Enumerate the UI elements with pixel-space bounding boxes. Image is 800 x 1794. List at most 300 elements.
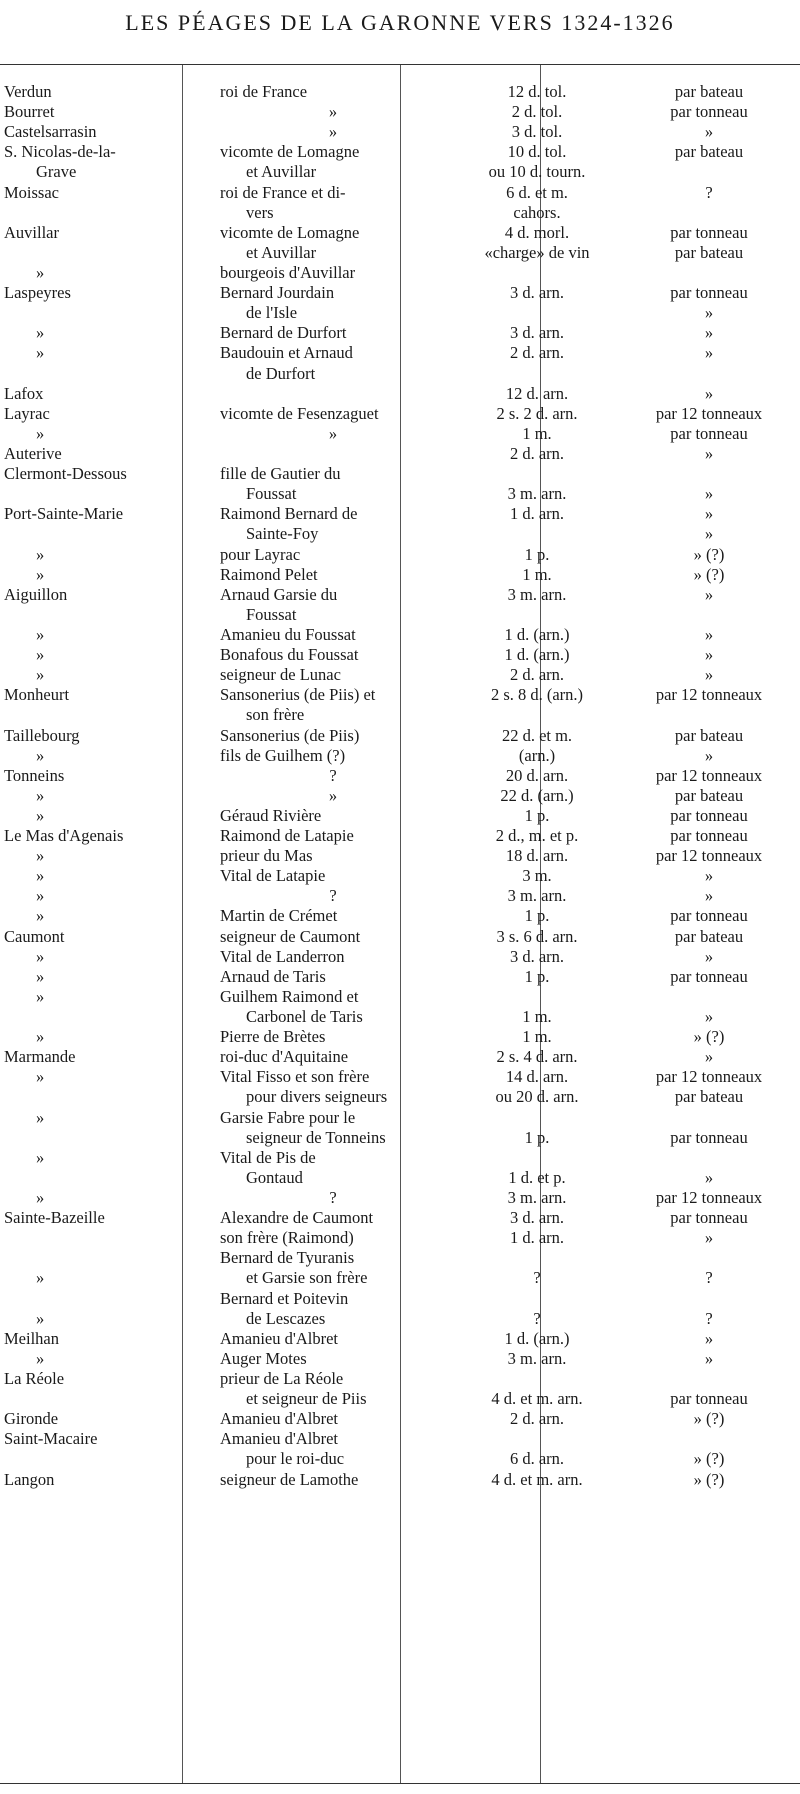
cell-lord: et seigneur de Piis [246,1389,367,1409]
table-row [0,1389,800,1409]
table-row [0,746,800,766]
table-row [0,1047,800,1067]
cell-unit: » [704,745,714,765]
cell-lord: Amanieu du Foussat [220,624,356,644]
table-row [0,223,800,243]
cell-lord: Bernard de Durfort [220,323,347,343]
cell-unit: par bateau [674,82,744,101]
cell-toll [456,524,618,544]
cell-lord: prieur du Mas [220,846,313,866]
table-row [0,886,800,906]
cell-lord: Guilhem Raimond et [220,986,359,1006]
cell-unit: » [704,343,714,363]
cell-unit: » (?) [693,1409,725,1429]
table-row [0,1148,800,1168]
cell-unit: par bateau [674,725,744,745]
cell-toll [456,1148,618,1168]
cell-unit [618,364,800,384]
cell-place: Saint-Macaire [4,1429,98,1449]
tolls-table [0,82,800,1490]
cell-toll: 2 d. arn. [509,443,565,463]
cell-unit [618,1248,800,1268]
cell-place: » [36,1107,45,1127]
cell-place: La Réole [4,1369,65,1388]
cell-lord: Sansonerius (de Piis) [220,725,360,745]
cell-unit: par tonneau [670,102,748,122]
cell-unit: par 12 tonneaux [655,1067,763,1087]
cell-toll: 1 m. [522,1007,552,1027]
cell-toll: 1 m. [522,564,552,584]
cell-lord: Géraud Rivière [220,805,322,825]
cell-place: Laspeyres [4,283,71,303]
cell-unit: par tonneau [670,423,748,443]
table-row [0,1067,800,1087]
cell-unit: » [704,323,714,343]
cell-toll [456,464,618,484]
cell-toll: cahors. [513,202,561,222]
cell-unit: » [704,946,714,966]
cell-place [0,1007,210,1027]
table-row [0,162,800,182]
cell-lord: Foussat [246,604,297,624]
cell-unit: » [704,886,714,906]
cell-toll: 3 m. arn. [507,484,567,504]
cell-place: » [36,564,45,584]
table-row [0,1188,800,1208]
cell-place: » [36,624,45,644]
cell-place: » [36,343,45,363]
table-row [0,343,800,363]
cell-unit: » (?) [693,1449,725,1469]
cell-toll: 1 p. [524,1127,550,1147]
cell-toll: 2 d. arn. [509,343,565,363]
cell-lord: Carbonel de Taris [246,1007,363,1027]
cell-unit [618,1108,800,1128]
cell-lord: pour divers seigneurs [246,1087,388,1107]
table-row [0,927,800,947]
cell-place: Taillebourg [4,725,80,745]
table-row [0,203,800,223]
cell-place: Monheurt [4,685,70,705]
cell-lord: pour Layrac [220,544,301,564]
cell-lord: » [328,122,338,142]
cell-unit: ? [705,1308,713,1328]
table-row [0,283,800,303]
table-row [0,424,800,444]
cell-place: » [36,745,45,765]
cell-toll: 4 d. et m. arn. [491,1389,583,1409]
table-row [0,866,800,886]
cell-place [0,1449,210,1469]
cell-place: » [36,645,45,665]
table-row [0,726,800,746]
cell-lord: roi de France [220,82,308,101]
cell-unit: » [704,665,714,685]
cell-place: Caumont [4,926,65,946]
table-row [0,565,800,585]
cell-unit: par 12 tonneaux [655,685,763,705]
cell-lord: Bonafous du Foussat [220,645,359,665]
cell-lord: Raimond Pelet [220,564,318,584]
cell-unit: par tonneau [670,805,748,825]
cell-unit [618,1148,800,1168]
table-row [0,1309,800,1329]
cell-toll: 20 d. arn. [505,765,569,785]
cell-toll: 3 s. 6 d. arn. [496,926,578,946]
cell-lord: ? [329,1188,337,1208]
cell-lord: Raimond Bernard de [220,504,358,524]
cell-unit: » [704,303,714,323]
cell-place [0,364,210,384]
cell-unit: par bateau [674,926,744,946]
cell-lord: Amanieu d'Albret [220,1328,338,1348]
table-row [0,1087,800,1107]
cell-lord: seigneur de Tonneins [246,1127,386,1147]
table-row [0,303,800,323]
table-row [0,1168,800,1188]
cell-unit: » (?) [693,544,725,564]
cell-toll: 2 d. tol. [511,102,563,122]
cell-lord [210,384,456,404]
cell-place: » [36,1188,45,1208]
cell-lord: seigneur de Lunac [220,665,341,685]
cell-toll [456,987,618,1007]
table-row [0,605,800,625]
cell-lord: de l'Isle [246,303,298,323]
cell-lord: Vital de Landerron [220,946,345,966]
cell-place: » [36,785,45,805]
table-row [0,1429,800,1449]
cell-toll: 12 d. tol. [507,82,567,101]
cell-lord: Arnaud de Taris [220,966,326,986]
cell-lord: seigneur de Lamothe [220,1469,359,1489]
cell-lord: vicomte de Lomagne [220,222,360,242]
cell-lord: » [328,785,338,805]
cell-place: » [36,805,45,825]
cell-lord: Vital de Latapie [220,866,326,886]
cell-toll [456,1429,618,1449]
cell-lord: et Auvillar [246,162,317,182]
table-row [0,1329,800,1349]
cell-lord: Vital de Pis de [220,1147,316,1167]
table-row [0,1108,800,1128]
cell-place: Grave [36,162,77,182]
cell-toll: 1 m. [522,423,552,443]
table-row [0,484,800,504]
cell-lord: Amanieu d'Albret [220,1429,338,1449]
cell-place: Auvillar [4,222,59,242]
cell-unit: » [704,383,714,403]
cell-toll [456,1248,618,1268]
cell-place: Le Mas d'Agenais [4,826,124,846]
table-row [0,1208,800,1228]
cell-unit [618,263,800,283]
cell-place [0,203,210,223]
cell-toll: 3 m. arn. [507,886,567,906]
cell-unit: » [704,1228,714,1248]
cell-toll: 1 p. [524,805,550,825]
cell-toll: 18 d. arn. [505,846,569,866]
cell-lord: fils de Guilhem (?) [220,745,346,765]
table-row [0,404,800,424]
cell-lord: pour le roi-duc [246,1449,345,1469]
table-row [0,1470,800,1490]
cell-unit: par bateau [674,1087,744,1107]
cell-place: » [36,846,45,866]
cell-toll: 2 d. arn. [509,665,565,685]
table-row [0,786,800,806]
cell-place: Meilhan [4,1328,59,1348]
cell-toll [456,1369,618,1389]
cell-toll: 2 s. 4 d. arn. [496,1047,578,1067]
cell-lord: roi de France et di- [220,182,346,202]
cell-toll: 10 d. tol. [507,142,567,162]
cell-unit: par 12 tonneaux [655,846,763,866]
cell-lord: Sainte-Foy [246,524,319,544]
cell-unit: » [704,1167,714,1187]
cell-lord: Bernard et Poitevin [220,1288,349,1308]
table-row [0,645,800,665]
cell-toll: 1 d. (arn.) [504,1328,570,1348]
cell-place: » [36,1147,45,1167]
cell-place [0,1248,210,1268]
table-row [0,364,800,384]
cell-place: » [36,1268,45,1288]
cell-lord: Pierre de Brètes [220,1027,326,1047]
cell-unit [618,1289,800,1309]
cell-unit: par bateau [674,242,744,262]
bottom-rule [0,1783,800,1784]
table-row [0,1007,800,1027]
cell-toll: 1 d. arn. [509,1228,565,1248]
cell-place [0,524,210,544]
cell-lord: Gontaud [246,1167,303,1187]
cell-place: Castelsarrasin [4,122,97,142]
cell-unit: » (?) [693,564,725,584]
table-row [0,585,800,605]
cell-unit: par tonneau [670,1389,748,1409]
table-row [0,1369,800,1389]
cell-toll: ou 10 d. tourn. [488,162,586,182]
cell-toll: 3 m. [522,866,552,886]
cell-toll: 1 p. [524,544,550,564]
cell-unit [618,203,800,223]
cell-unit: par 12 tonneaux [655,403,763,423]
cell-unit: » [704,524,714,544]
cell-place: » [36,1348,45,1368]
cell-toll: 3 d. arn. [509,323,565,343]
cell-toll: 22 d. et m. [501,725,573,745]
table-row [0,524,800,544]
table-row [0,183,800,203]
cell-place [0,303,210,323]
cell-lord: son frère (Raimond) [220,1228,354,1248]
cell-toll: (arn.) [518,745,556,765]
cell-toll [456,1289,618,1309]
table-row [0,705,800,725]
cell-place: Aiguillon [4,584,68,604]
cell-lord: Raimond de Latapie [220,826,354,846]
table-row [0,987,800,1007]
cell-toll: 1 m. [522,1027,552,1047]
cell-unit: par bateau [674,785,744,805]
cell-toll [456,1108,618,1128]
cell-toll: 3 d. arn. [509,946,565,966]
cell-toll: 2 s. 2 d. arn. [496,403,578,423]
table-row [0,545,800,565]
cell-toll: 3 d. arn. [509,1208,565,1228]
cell-place [0,1389,210,1409]
cell-unit: par tonneau [670,966,748,986]
table-row [0,142,800,162]
cell-unit: » [704,484,714,504]
cell-lord [210,444,456,464]
cell-place: Sainte-Bazeille [4,1208,105,1228]
cell-place [0,243,210,263]
cell-toll: 22 d. (arn.) [500,785,574,805]
cell-place: » [36,946,45,966]
cell-toll: 3 m. arn. [507,1348,567,1368]
cell-place: » [36,665,45,685]
table-row [0,625,800,645]
cell-unit: ? [705,182,713,202]
cell-place: » [36,1067,45,1087]
cell-unit: » [704,1007,714,1027]
cell-place: » [36,986,45,1006]
table-row [0,846,800,866]
table-row [0,1409,800,1429]
table-row [0,1027,800,1047]
cell-lord: et Auvillar [246,242,317,262]
cell-unit: » (?) [693,1469,725,1489]
cell-lord: Bernard de Tyuranis [220,1248,355,1268]
cell-unit: » [704,504,714,524]
cell-lord: » [328,423,338,443]
cell-lord: de Durfort [246,363,316,383]
table-row [0,323,800,343]
cell-place: Verdun [4,82,52,101]
table-row [0,806,800,826]
cell-lord: Bernard Jourdain [220,283,335,303]
cell-toll: 3 m. arn. [507,1188,567,1208]
cell-toll: 1 d. arn. [509,504,565,524]
cell-unit: » [704,1047,714,1067]
table-row [0,444,800,464]
cell-toll: 6 d. et m. [506,182,568,202]
cell-toll: 14 d. arn. [505,1067,569,1087]
cell-unit [618,705,800,725]
cell-toll: ou 20 d. arn. [495,1087,579,1107]
cell-lord: Arnaud Garsie du [220,584,338,604]
cell-unit: par tonneau [670,283,748,303]
table-row [0,464,800,484]
cell-toll: 12 d. arn. [505,383,569,403]
cell-place: Layrac [4,403,50,423]
cell-place: Gironde [4,1409,59,1429]
cell-lord: ? [329,886,337,906]
table-row [0,384,800,404]
cell-lord: Vital Fisso et son frère [220,1067,370,1087]
cell-place [0,705,210,725]
cell-unit: » [704,122,714,142]
cell-place: Auterive [4,443,62,463]
cell-place: Moissac [4,182,59,202]
cell-lord: bourgeois d'Auvillar [220,262,356,282]
table-row [0,504,800,524]
cell-place: Marmande [4,1047,76,1067]
cell-unit [618,1369,800,1389]
cell-toll: 1 d. et p. [508,1167,566,1187]
cell-place: » [36,544,45,564]
cell-unit: par tonneau [670,222,748,242]
cell-unit [618,464,800,484]
cell-place: Clermont-Dessous [4,464,127,484]
cell-lord: ? [329,765,337,785]
cell-toll: 3 d. arn. [509,283,565,303]
cell-unit: par tonneau [670,826,748,846]
cell-toll [456,303,618,323]
cell-place [0,1128,210,1148]
table-row [0,947,800,967]
cell-toll: 3 d. tol. [511,122,563,142]
cell-lord: Garsie Fabre pour le [220,1107,356,1127]
cell-place [0,1087,210,1107]
cell-lord: Baudouin et Arnaud [220,343,353,363]
cell-toll: 2 d., m. et p. [495,826,579,846]
cell-lord: Sansonerius (de Piis) et [220,685,376,705]
cell-lord: fille de Gautier du [220,464,341,484]
table-row [0,967,800,987]
cell-lord: et Garsie son frère [246,1268,368,1288]
cell-unit: » (?) [693,1027,725,1047]
cell-lord: vicomte de Lomagne [220,142,360,162]
cell-toll [456,364,618,384]
cell-toll: 2 s. 8 d. (arn.) [490,685,584,705]
cell-toll [456,263,618,283]
cell-unit [618,987,800,1007]
table-row [0,1289,800,1309]
cell-place [0,1168,210,1188]
cell-toll: 1 d. (arn.) [504,645,570,665]
cell-place [0,1289,210,1309]
cell-unit: » [704,1348,714,1368]
cell-place: Langon [4,1469,55,1489]
cell-unit: par bateau [674,142,744,162]
cell-place: » [36,1308,45,1328]
cell-lord: roi-duc d'Aquitaine [220,1047,349,1067]
cell-place: S. Nicolas-de-la- [4,142,116,162]
table-row [0,766,800,786]
cell-toll: ? [533,1268,541,1288]
table-row [0,826,800,846]
cell-unit: » [704,1328,714,1348]
cell-toll: «charge» de vin [484,242,590,262]
cell-place: » [36,323,45,343]
cell-toll: 3 m. arn. [507,584,567,604]
cell-lord: Martin de Crémet [220,906,338,926]
cell-lord: vicomte de Fesenzaguet [220,403,379,423]
cell-unit [618,162,800,182]
cell-lord: son frère [246,705,305,725]
table-row [0,1449,800,1469]
cell-place: » [36,906,45,926]
cell-unit: ? [705,1268,713,1288]
cell-lord: Alexandre de Caumont [220,1208,374,1228]
cell-place: » [36,866,45,886]
cell-lord: vers [246,202,274,222]
cell-place: » [36,1027,45,1047]
cell-unit: par tonneau [670,906,748,926]
